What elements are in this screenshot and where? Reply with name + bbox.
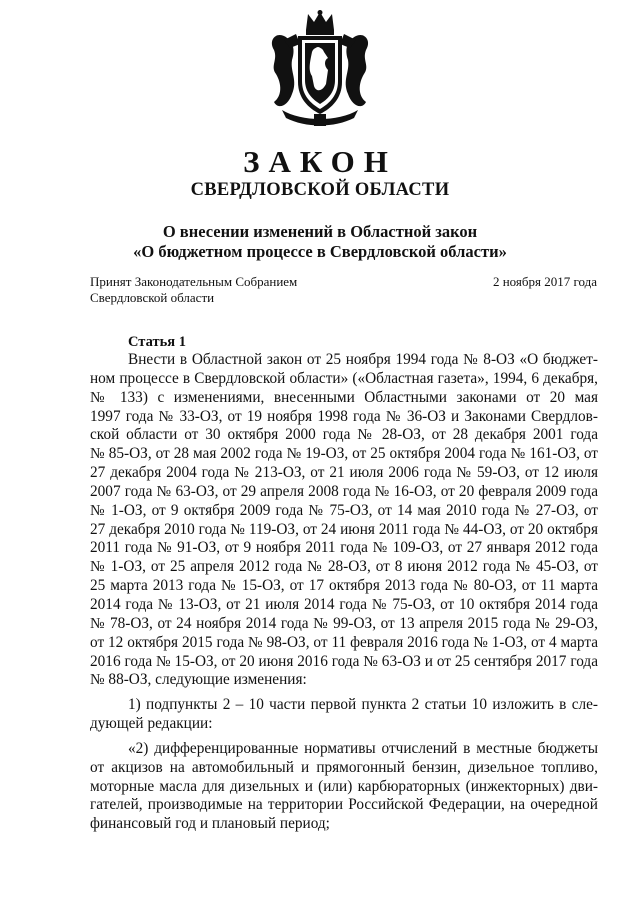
body-line: № 88-ОЗ, следующие изменения: xyxy=(90,671,307,689)
item-2-line: от акцизов на автомобильный и прямогонный бензин, дизельное топливо, xyxy=(90,758,598,776)
item-1-line: 1) подпункты 2 – 10 части первой пункта 2 статьи 10 изложить в сле- xyxy=(128,696,598,714)
adoption-line-1: Принят Законодательным Собранием xyxy=(90,274,298,289)
law-title: ЗАКОН xyxy=(243,144,397,179)
article-body xyxy=(90,351,598,834)
article-heading: Статья 1 xyxy=(128,334,186,350)
body-line: № 1-ОЗ, от 9 октября 2009 года № 75-ОЗ, от 14 мая 2010 года № 27-ОЗ, от xyxy=(90,501,598,519)
coat-of-arms-icon xyxy=(262,10,378,128)
item-1-line: дующей редакции: xyxy=(90,715,213,733)
adoption-authority xyxy=(90,274,330,306)
body-line: № 78-ОЗ, от 24 ноября 2014 года № 99-ОЗ, от 13 апреля 2015 года № 29-ОЗ, xyxy=(90,614,598,632)
adoption-line-2: Свердловской области xyxy=(90,290,215,305)
body-line: № 85-ОЗ, от 28 мая 2002 года № 19-ОЗ, от 25 октября 2004 года № 161-ОЗ, от xyxy=(90,445,598,463)
body-line: 1997 года № 33-ОЗ, от 19 ноября 1998 года № 36-ОЗ и Законами Свердлов- xyxy=(90,407,598,425)
body-line: 27 декабря 2010 года № 119-ОЗ, от 24 июня 2011 года № 44-ОЗ, от 20 октября xyxy=(90,520,598,538)
law-subtitle-line-2: «О бюджетном процессе в Свердловской области» xyxy=(133,242,507,261)
body-line: 2007 года № 63-ОЗ, от 29 апреля 2008 года № 16-ОЗ, от 20 февраля 2009 года xyxy=(90,482,598,500)
body-line: Внести в Областной закон от 25 ноября 1994 года № 8-ОЗ «О бюджет- xyxy=(128,351,598,368)
body-line: № 1-ОЗ, от 25 апреля 2012 года № 28-ОЗ, от 8 июня 2012 года № 45-ОЗ, от xyxy=(90,558,598,576)
body-line: от 12 октября 2015 года № 98-ОЗ, от 11 февраля 2016 года № 1-ОЗ, от 4 марта xyxy=(90,633,598,651)
body-line: 27 декабря 2004 года № 213-ОЗ, от 21 июля 2006 года № 59-ОЗ, от 12 июля xyxy=(90,464,598,482)
body-line: 2011 года № 91-ОЗ, от 9 ноября 2011 года № 109-ОЗ, от 27 января 2012 года xyxy=(90,539,598,557)
body-line: ном процессе в Свердловской области» («Областная газета», 1994, 6 декабря, xyxy=(90,369,598,387)
adoption-date: 2 ноября 2017 года xyxy=(492,274,597,289)
body-line: ской области от 30 октября 2000 года № 28-ОЗ, от 28 декабря 2001 года xyxy=(90,426,598,444)
body-line: 25 марта 2013 года № 15-ОЗ, от 17 октября 2013 года № 80-ОЗ, от 11 марта xyxy=(90,577,598,595)
region-title: СВЕРДЛОВСКОЙ ОБЛАСТИ xyxy=(190,180,450,200)
law-subtitle-line-1: О внесении изменений в Областной закон xyxy=(162,222,478,241)
item-2-line: финансовый год и плановый период; xyxy=(90,815,330,833)
body-line: № 133) с изменениями, внесенными Областными законами от 20 мая xyxy=(90,388,598,406)
item-2-line: гателей, производимые на территории Российской Федерации, на очередной xyxy=(90,796,598,814)
item-2-line: «2) дифференцированные нормативы отчислений в местные бюджеты xyxy=(128,739,598,757)
item-2-line: моторные масла для дизельных и (или) карбюраторных (инжекторных) дви- xyxy=(90,777,598,795)
body-line: 2014 года № 13-ОЗ, от 21 июля 2014 года № 75-ОЗ, от 10 октября 2014 года xyxy=(90,595,598,613)
body-line: 2016 года № 15-ОЗ, от 20 июня 2016 года № 63-ОЗ и от 25 сентября 2017 года xyxy=(90,652,598,670)
